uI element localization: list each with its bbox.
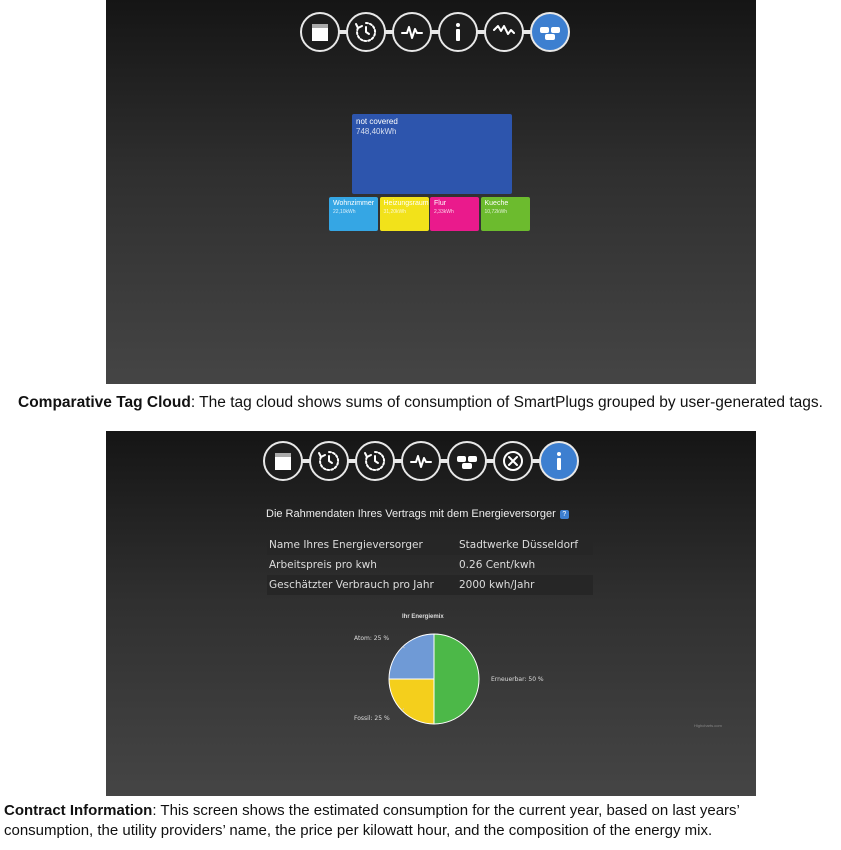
calendar-icon (308, 20, 332, 44)
contract-info-screen (106, 431, 756, 796)
tag-cloud-screen (106, 0, 756, 384)
nav-button-calendar[interactable] (300, 12, 340, 52)
caption-heading: Contract Information (4, 802, 153, 819)
tag-tile[interactable] (380, 197, 429, 231)
table-key: Geschätzter Verbrauch pro Jahr (267, 575, 457, 595)
pie-label: Fossil: 25 % (354, 715, 390, 722)
nav-button-signal[interactable] (484, 12, 524, 52)
table-value: 0.26 Cent/kwh (459, 559, 536, 571)
tag-name: Kueche (484, 200, 509, 207)
tag-name: Heizungsraum (383, 200, 429, 207)
table-value: Stadtwerke Düsseldorf (457, 535, 593, 555)
nav-button-info[interactable] (438, 12, 478, 52)
tag-tile-not-covered[interactable] (352, 114, 512, 194)
tag-value: 22,10kWh (333, 209, 356, 215)
tags-icon (538, 20, 562, 44)
table-key: Name Ihres Energieversorger (267, 535, 457, 555)
tag-value: 2,33kWh (434, 209, 454, 215)
info-icon (446, 20, 470, 44)
caption-contract-info (4, 801, 836, 841)
tag-tile[interactable] (329, 197, 378, 231)
tag-tile[interactable] (481, 197, 530, 231)
nav-button-tags[interactable] (530, 12, 570, 52)
nav-bar (300, 12, 574, 52)
history-dial-icon (354, 20, 378, 44)
tag-tile[interactable] (430, 197, 479, 231)
tag-value: 748,40kWh (356, 127, 397, 136)
caption-tag-cloud (0, 393, 841, 413)
tag-name: Wohnzimmer (333, 200, 375, 207)
signal-icon (492, 20, 516, 44)
table-value: 2000 kwh/Jahr (457, 575, 593, 595)
help-icon[interactable]: ? (560, 510, 569, 519)
caption-text: : The tag cloud shows sums of consumption of SmartPlugs grouped by user-generated tags. (190, 394, 823, 411)
nav-button-pulse[interactable] (392, 12, 432, 52)
pie-label: Atom: 25 % (354, 635, 390, 642)
tag-value: 10,72kWh (484, 209, 508, 215)
pie-slice-erneuerbar[interactable] (434, 634, 479, 724)
table-key: Arbeitspreis pro kwh (269, 559, 377, 571)
pie-label: Erneuerbar: 50 % (491, 676, 544, 683)
caption-heading: Comparative Tag Cloud (18, 394, 191, 411)
tag-name: not covered (356, 117, 398, 126)
chart-credit: Highcharts.com (694, 723, 722, 728)
pulse-icon (400, 20, 424, 44)
contract-title-text: Die Rahmendaten Ihres Vertrags mit dem Energieversorger (266, 508, 556, 520)
energy-mix-pie-chart (106, 431, 756, 796)
caption-text-line1: : This screen shows the estimated consumption for the current year, based on last years’ (152, 802, 740, 819)
tag-name: Flur (434, 200, 447, 207)
pie-slice-fossil[interactable] (389, 679, 434, 724)
pie-slice-atom[interactable] (389, 634, 434, 679)
chart-title: Ihr Energiemix (402, 614, 444, 620)
caption-text-line2: consumption, the utility providers’ name, the price per kilowatt hour, and the composition of the energy mix. (4, 822, 713, 839)
nav-button-history-dial[interactable] (346, 12, 386, 52)
tag-value: 31,20kWh (383, 209, 407, 215)
